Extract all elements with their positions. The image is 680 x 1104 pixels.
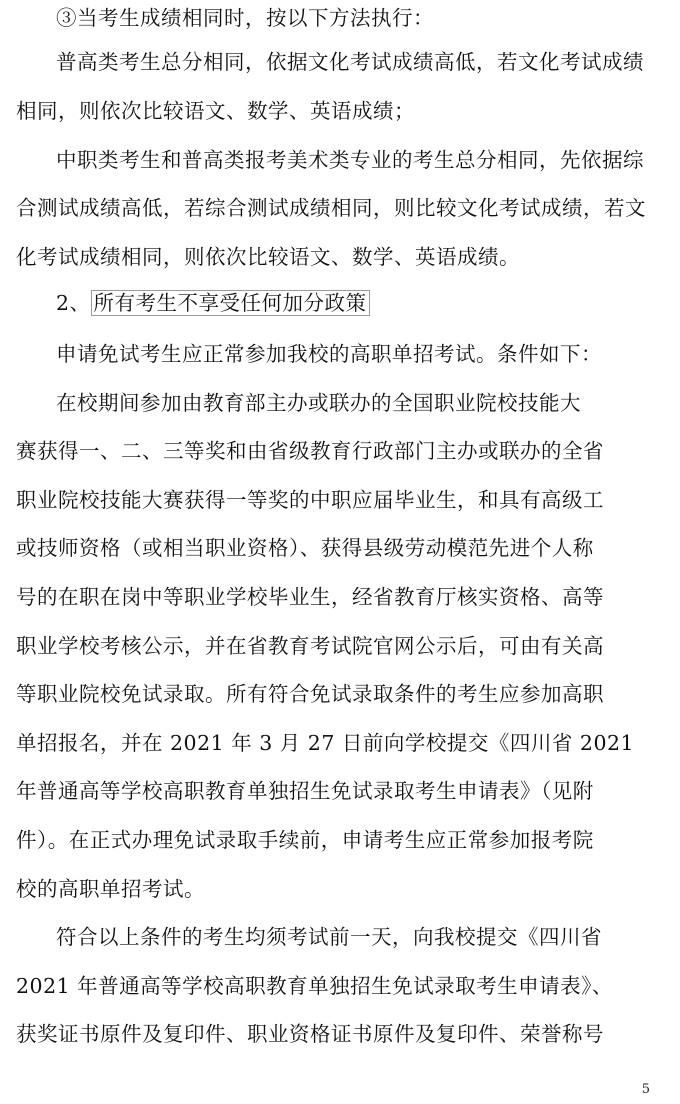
text-line: ③当考生成绩相同时，按以下方法执行：	[56, 6, 434, 30]
section-heading-number: 2、	[56, 291, 91, 315]
text-line: 校的高职单招考试。	[16, 877, 205, 901]
text-line: 单招报名，并在 2021 年 3 月 27 日前向学校提交《四川省 2021	[16, 731, 635, 755]
text-line: 等职业院校免试录取。所有符合免试录取条件的考生应参加高职	[16, 682, 604, 706]
section-heading-text: 所有考生不享受任何加分政策	[91, 290, 370, 316]
text-line: 普高类考生总分相同，依据文化考试成绩高低，若文化考试成绩	[56, 50, 644, 74]
text-line: 或技师资格（或相当职业资格）、获得县级劳动模范先进个人称	[16, 536, 594, 560]
text-line: 年普通高等学校高职教育单独招生免试录取考生申请表》（见附	[16, 779, 594, 803]
text-line: 件）。在正式办理免试录取手续前，申请考生应正常参加报考院	[16, 828, 594, 852]
text-line: 职业学校考核公示，并在省教育考试院官网公示后，可由有关高	[16, 634, 604, 658]
text-line: 职业院校技能大赛获得一等奖的中职应届毕业生，和具有高级工	[16, 488, 604, 512]
text-line: 申请免试考生应正常参加我校的高职单招考试。条件如下：	[56, 342, 602, 366]
text-line: 在校期间参加由教育部主办或联办的全国职业院校技能大	[56, 391, 581, 415]
text-line: 号的在职在岗中等职业学校毕业生，经省教育厅核实资格、高等	[16, 585, 604, 609]
text-line: 相同，则依次比较语文、数学、英语成绩；	[16, 99, 415, 123]
text-line: 符合以上条件的考生均须考试前一天，向我校提交《四川省	[56, 925, 602, 949]
text-line: 2021 年普通高等学校高职教育单独招生免试录取考生申请表》、	[16, 974, 613, 998]
text-line: 赛获得一、二、三等奖和由省级教育行政部门主办或联办的全省	[16, 439, 604, 463]
page-number: 5	[641, 1082, 650, 1097]
section-heading	[16, 289, 680, 317]
text-line: 合测试成绩高低，若综合测试成绩相同，则比较文化考试成绩，若文	[16, 196, 646, 220]
text-line: 化考试成绩相同，则依次比较语文、数学、英语成绩。	[16, 245, 520, 269]
text-line: 中职类考生和普高类报考美术类专业的考生总分相同，先依据综	[56, 148, 644, 172]
text-line: 获奖证书原件及复印件、职业资格证书原件及复印件、荣誉称号	[16, 1022, 604, 1046]
